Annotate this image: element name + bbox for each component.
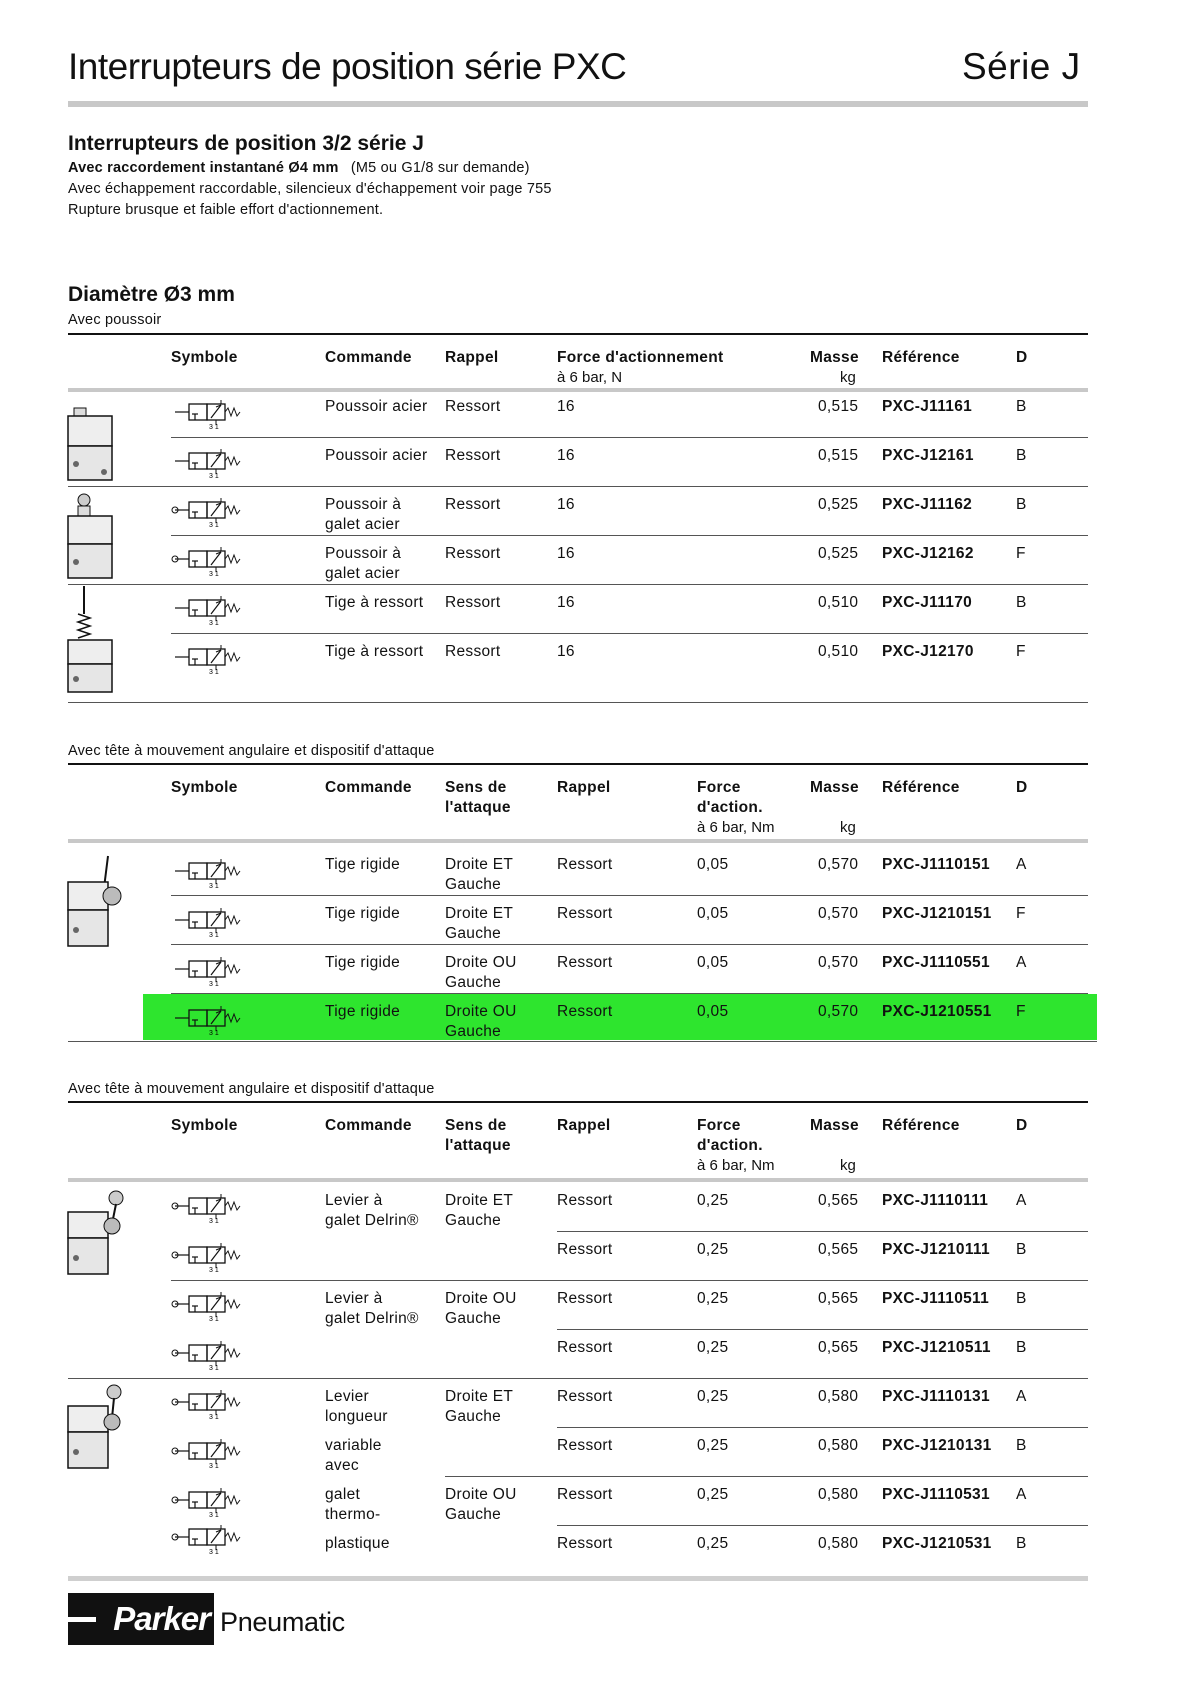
s3-col-d: D: [1016, 1117, 1028, 1134]
intro-line-1: [68, 160, 530, 176]
s1-r5-d: F: [1016, 643, 1026, 660]
intro-line-3: Rupture brusque et faible effort d'actionnement.: [68, 202, 384, 218]
s3-g3-commande-3: avec: [325, 1457, 359, 1474]
s1-col-symbole: Symbole: [171, 349, 238, 366]
s1-col-reference: Référence: [882, 349, 960, 366]
s1-col-force-sub: à 6 bar, N: [557, 369, 623, 386]
s2-r3-masse: 0,570: [818, 1003, 859, 1020]
s3-g3-commande-0: Levier: [325, 1388, 370, 1405]
pneumatic-symbol-icon: [171, 398, 251, 430]
s1-r3-rappel: Ressort: [445, 545, 501, 562]
s1-r3-d: F: [1016, 545, 1026, 562]
s3-row-divider: [557, 1329, 1088, 1330]
s2-r2-masse: 0,570: [818, 954, 859, 971]
s1-r1-masse: 0,515: [818, 447, 859, 464]
s2-col-sens: Sens de: [445, 779, 507, 796]
section1-subheading: Avec poussoir: [68, 312, 162, 328]
pneumatic-symbol-icon: [171, 955, 251, 987]
s1-row-divider: [68, 584, 1088, 585]
pneumatic-symbol-icon: [171, 1339, 251, 1371]
header-divider: [68, 101, 1088, 107]
s3-row-divider: [445, 1476, 1088, 1477]
s2-r0-rappel: Ressort: [557, 856, 613, 873]
pneumatic-symbol-icon: [171, 1523, 251, 1555]
s3-r3-force: 0,25: [697, 1339, 729, 1356]
s2-r1-force: 0,05: [697, 905, 729, 922]
s3-r3-d: B: [1016, 1339, 1027, 1356]
s1-row-divider: [171, 633, 1088, 634]
rigid-rod-head-switch-icon: [64, 852, 134, 952]
s2-col-masse-sub: kg: [840, 819, 856, 836]
s1-r1-force: 16: [557, 447, 575, 464]
push-button-switch-icon: [64, 404, 124, 484]
s2-r2-reference: PXC-J1110551: [882, 954, 990, 971]
s1-r3-masse: 0,525: [818, 545, 859, 562]
s1-r4-masse: 0,510: [818, 594, 859, 611]
s3-r1-force: 0,25: [697, 1241, 729, 1258]
s3-g2-sens1: Droite OU: [445, 1290, 517, 1307]
s2-header-rule: [68, 839, 1088, 843]
s2-r3-force: 0,05: [697, 1003, 729, 1020]
pneumatic-symbol-icon: [171, 496, 251, 528]
s1-r2-reference: PXC-J11162: [882, 496, 973, 513]
s3-col-rappel: Rappel: [557, 1117, 611, 1134]
s3-r5-d: B: [1016, 1437, 1027, 1454]
parker-logo: [68, 1593, 345, 1645]
s1-r4-rappel: Ressort: [445, 594, 501, 611]
s3-r5-masse: 0,580: [818, 1437, 859, 1454]
s1-col-masse-sub: kg: [840, 369, 856, 386]
s3-r0-reference: PXC-J1110111: [882, 1192, 989, 1209]
pneumatic-symbol-icon: [171, 447, 251, 479]
s1-col-masse: Masse: [810, 349, 859, 366]
s2-r2-force: 0,05: [697, 954, 729, 971]
s2-col-rappel: Rappel: [557, 779, 611, 796]
s1-r0-rappel: Ressort: [445, 398, 501, 415]
s3-row-divider: [557, 1525, 1088, 1526]
s3-r1-d: B: [1016, 1241, 1027, 1258]
s3-col-force: Force: [697, 1117, 741, 1134]
s1-r4-commande: Tige à ressort: [325, 594, 424, 611]
s3-g3-sens-b1: Droite OU: [445, 1486, 517, 1503]
s2-col-commande: Commande: [325, 779, 412, 796]
s2-col-masse: Masse: [810, 779, 859, 796]
s1-r2-commande: Poussoir à galet acier: [325, 496, 402, 533]
s3-r7-reference: PXC-J1210531: [882, 1535, 992, 1552]
s1-col-commande: Commande: [325, 349, 412, 366]
s2-col-force: Force: [697, 779, 741, 796]
s1-r2-masse: 0,525: [818, 496, 859, 513]
page-title: Interrupteurs de position série PXC: [68, 46, 627, 87]
s2-bottom-rule: [68, 1041, 1097, 1042]
s3-col-symbole: Symbole: [171, 1117, 238, 1134]
s1-r2-rappel: Ressort: [445, 496, 501, 513]
s3-col-sens: Sens de: [445, 1117, 507, 1134]
s3-r2-rappel: Ressort: [557, 1290, 613, 1307]
s3-r2-reference: PXC-J1110511: [882, 1290, 990, 1307]
s1-r0-commande: Poussoir acier: [325, 398, 428, 415]
s1-header-rule: [68, 388, 1088, 392]
s2-r1-sens1: Droite ET: [445, 905, 514, 922]
s1-r1-rappel: Ressort: [445, 447, 501, 464]
s2-r3-d: F: [1016, 1003, 1026, 1020]
s2-r3-sens1: Droite OU: [445, 1003, 517, 1020]
s1-col-rappel: Rappel: [445, 349, 499, 366]
pneumatic-text: Pneumatic: [220, 1606, 345, 1637]
s2-col-reference: Référence: [882, 779, 960, 796]
s2-r0-sens2: Gauche: [445, 876, 502, 893]
s1-r5-rappel: Ressort: [445, 643, 501, 660]
s3-r7-force: 0,25: [697, 1535, 729, 1552]
series-label: Série J: [962, 46, 1081, 87]
s2-r3-rappel: Ressort: [557, 1003, 613, 1020]
s3-r4-rappel: Ressort: [557, 1388, 613, 1405]
s3-r3-masse: 0,565: [818, 1339, 859, 1356]
s1-r2-d: B: [1016, 496, 1027, 513]
s2-col-sens2: l'attaque: [445, 799, 511, 816]
s3-row-divider: [171, 1280, 1088, 1281]
s2-r1-commande: Tige rigide: [325, 905, 401, 922]
s1-r1-reference: PXC-J12161: [882, 447, 974, 464]
s2-r3-reference: PXC-J1210551: [882, 1003, 992, 1020]
footer-divider: [68, 1576, 1088, 1581]
s2-r2-sens2: Gauche: [445, 974, 502, 991]
pneumatic-symbol-icon: [171, 545, 251, 577]
s3-r1-rappel: Ressort: [557, 1241, 613, 1258]
s2-r1-masse: 0,570: [818, 905, 859, 922]
s2-r2-sens1: Droite OU: [445, 954, 517, 971]
s3-r5-reference: PXC-J1210131: [882, 1437, 992, 1454]
s2-r2-commande: Tige rigide: [325, 954, 401, 971]
s3-g3-commande-6: plastique: [325, 1535, 390, 1552]
s3-g3-sens-a1: Droite ET: [445, 1388, 514, 1405]
s3-r0-masse: 0,565: [818, 1192, 859, 1209]
s3-g1-sens2: Gauche: [445, 1212, 502, 1229]
s2-r0-sens1: Droite ET: [445, 856, 514, 873]
s2-r1-d: F: [1016, 905, 1026, 922]
intro-line-1-rest: (M5 ou G1/8 sur demande): [350, 160, 530, 176]
s3-r1-masse: 0,565: [818, 1241, 859, 1258]
s1-r0-force: 16: [557, 398, 575, 415]
s3-r1-reference: PXC-J1210111: [882, 1241, 990, 1258]
section1-top-rule: [68, 333, 1088, 335]
s1-row-divider: [68, 486, 1088, 487]
s3-r7-masse: 0,580: [818, 1535, 859, 1552]
s2-r0-masse: 0,570: [818, 856, 859, 873]
pneumatic-symbol-icon: [171, 1437, 251, 1469]
s3-r0-force: 0,25: [697, 1192, 729, 1209]
s1-r5-masse: 0,510: [818, 643, 859, 660]
pneumatic-symbol-icon: [171, 1192, 251, 1224]
s3-g3-commande-5: thermo-: [325, 1506, 381, 1523]
spring-rod-switch-icon: [64, 584, 124, 694]
s2-row-divider: [171, 895, 1088, 896]
s2-r2-d: A: [1016, 954, 1027, 971]
s2-r2-rappel: Ressort: [557, 954, 613, 971]
s3-g2-commande1: Levier à: [325, 1290, 383, 1307]
s3-r5-force: 0,25: [697, 1437, 729, 1454]
section2-subheading: Avec tête à mouvement angulaire et dispositif d'attaque: [68, 743, 435, 759]
s3-r7-d: B: [1016, 1535, 1027, 1552]
logo-stripe: [68, 1617, 96, 1622]
s2-r1-rappel: Ressort: [557, 905, 613, 922]
s3-r3-rappel: Ressort: [557, 1339, 613, 1356]
s1-row-divider: [171, 535, 1088, 536]
s1-r0-masse: 0,515: [818, 398, 859, 415]
s3-g3-sens-a2: Gauche: [445, 1408, 502, 1425]
s3-r6-reference: PXC-J1110531: [882, 1486, 990, 1503]
s2-r0-reference: PXC-J1110151: [882, 856, 990, 873]
s3-col-sens2: l'attaque: [445, 1137, 511, 1154]
parker-logo-mark: [68, 1593, 214, 1645]
s1-r5-force: 16: [557, 643, 575, 660]
s2-col-force-sub: à 6 bar, Nm: [697, 819, 775, 836]
s1-r2-force: 16: [557, 496, 575, 513]
s3-r0-d: A: [1016, 1192, 1027, 1209]
s1-r5-commande: Tige à ressort: [325, 643, 424, 660]
section2-top-rule: [68, 763, 1088, 765]
s2-r1-reference: PXC-J1210151: [882, 905, 992, 922]
s2-row-divider: [171, 993, 1088, 994]
s1-r1-commande: Poussoir acier: [325, 447, 428, 464]
s1-r3-force: 16: [557, 545, 575, 562]
s3-g3-commande-2: variable: [325, 1437, 382, 1454]
s3-r7-rappel: Ressort: [557, 1535, 613, 1552]
s3-r6-rappel: Ressort: [557, 1486, 613, 1503]
pneumatic-symbol-icon: [171, 1290, 251, 1322]
s3-col-commande: Commande: [325, 1117, 412, 1134]
section3-top-rule: [68, 1101, 1088, 1103]
parker-brand-text: Parker: [113, 1600, 210, 1637]
s3-r4-d: A: [1016, 1388, 1027, 1405]
s3-g1-commande2: galet Delrin®: [325, 1212, 419, 1229]
s2-r0-d: A: [1016, 856, 1027, 873]
roller-lever-switch-icon: [64, 1190, 134, 1280]
pneumatic-symbol-icon: [171, 857, 251, 889]
pneumatic-symbol-icon: [171, 1486, 251, 1518]
s3-r4-masse: 0,580: [818, 1388, 859, 1405]
s1-r0-reference: PXC-J11161: [882, 398, 973, 415]
intro-line-1-bold: Avec raccordement instantané Ø4 mm: [68, 160, 339, 176]
s2-r1-sens2: Gauche: [445, 925, 502, 942]
s1-row-divider: [171, 437, 1088, 438]
s2-r3-sens2: Gauche: [445, 1023, 502, 1040]
s3-g3-sens-b2: Gauche: [445, 1506, 502, 1523]
pneumatic-symbol-icon: [171, 906, 251, 938]
s2-r0-force: 0,05: [697, 856, 729, 873]
section1-heading: Diamètre Ø3 mm: [68, 283, 235, 306]
s2-r3-commande: Tige rigide: [325, 1003, 401, 1020]
s3-col-masse: Masse: [810, 1117, 859, 1134]
s3-row-divider: [557, 1231, 1088, 1232]
roller-plunger-switch-icon: [64, 492, 124, 582]
intro-line-2: Avec échappement raccordable, silencieux d'échappement voir page 755: [68, 181, 552, 197]
s3-r6-masse: 0,580: [818, 1486, 859, 1503]
s3-col-reference: Référence: [882, 1117, 960, 1134]
s1-r4-reference: PXC-J11170: [882, 594, 973, 611]
pneumatic-symbol-icon: [171, 643, 251, 675]
s1-r3-commande: Poussoir à galet acier: [325, 545, 402, 582]
s3-r2-masse: 0,565: [818, 1290, 859, 1307]
s1-r3-reference: PXC-J12162: [882, 545, 974, 562]
adjustable-lever-switch-icon: [64, 1384, 134, 1474]
s3-r2-d: B: [1016, 1290, 1027, 1307]
s1-r0-d: B: [1016, 398, 1027, 415]
s3-g1-sens1: Droite ET: [445, 1192, 514, 1209]
section3-subheading: Avec tête à mouvement angulaire et dispositif d'attaque: [68, 1081, 435, 1097]
s3-row-divider: [557, 1427, 1088, 1428]
s3-r0-rappel: Ressort: [557, 1192, 613, 1209]
pneumatic-symbol-icon: [171, 1388, 251, 1420]
s3-g3-commande-1: longueur: [325, 1408, 388, 1425]
s3-r4-force: 0,25: [697, 1388, 729, 1405]
s3-r6-force: 0,25: [697, 1486, 729, 1503]
s3-r4-reference: PXC-J1110131: [882, 1388, 990, 1405]
s3-row-divider: [68, 1378, 1088, 1379]
s1-r1-d: B: [1016, 447, 1027, 464]
s3-g1-commande1: Levier à: [325, 1192, 383, 1209]
s3-r2-force: 0,25: [697, 1290, 729, 1307]
intro-heading: Interrupteurs de position 3/2 série J: [68, 132, 424, 155]
s3-g2-sens2: Gauche: [445, 1310, 502, 1327]
s1-bottom-rule: [68, 702, 1088, 703]
s2-col-d: D: [1016, 779, 1028, 796]
s2-r0-commande: Tige rigide: [325, 856, 401, 873]
s1-col-d: D: [1016, 349, 1028, 366]
s3-header-rule: [68, 1178, 1088, 1182]
pneumatic-symbol-icon: [171, 594, 251, 626]
pneumatic-symbol-icon: [171, 1241, 251, 1273]
s3-g2-commande2: galet Delrin®: [325, 1310, 419, 1327]
s1-r4-d: B: [1016, 594, 1027, 611]
s3-r5-rappel: Ressort: [557, 1437, 613, 1454]
s1-col-force: Force d'actionnement: [557, 349, 724, 366]
s1-r5-reference: PXC-J12170: [882, 643, 974, 660]
s1-r4-force: 16: [557, 594, 575, 611]
s2-row-divider: [171, 944, 1088, 945]
s3-g3-commande-4: galet: [325, 1486, 361, 1503]
s3-col-force2: d'action.: [697, 1137, 763, 1154]
s3-r3-reference: PXC-J1210511: [882, 1339, 991, 1356]
s3-r6-d: A: [1016, 1486, 1027, 1503]
pneumatic-symbol-icon: [171, 1004, 251, 1036]
s2-col-force2: d'action.: [697, 799, 763, 816]
s2-col-symbole: Symbole: [171, 779, 238, 796]
s3-col-masse-sub: kg: [840, 1157, 856, 1174]
s3-col-force-sub: à 6 bar, Nm: [697, 1157, 775, 1174]
